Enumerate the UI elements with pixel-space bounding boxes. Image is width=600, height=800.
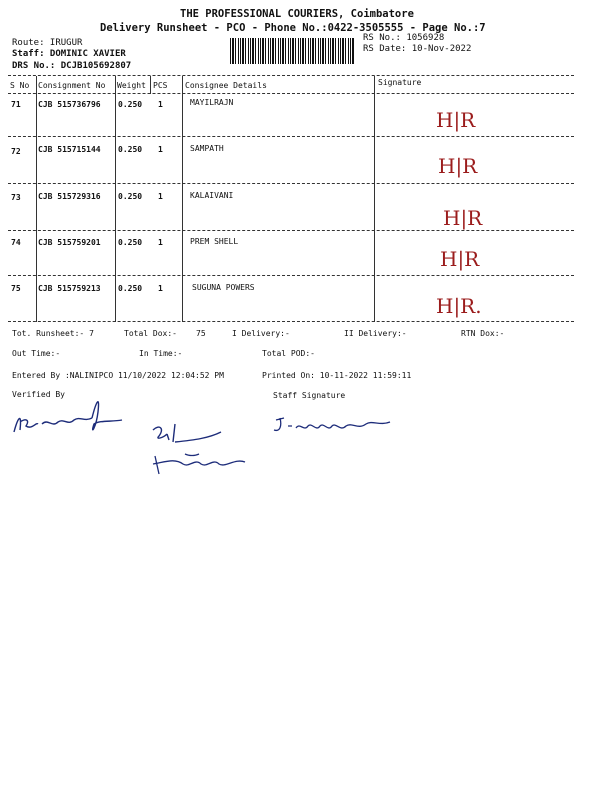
total-runsheet: Tot. Runsheet:- 7 — [12, 329, 94, 338]
handwritten-signature: H|R — [438, 154, 478, 178]
verified-by-label: Verified By — [12, 390, 65, 399]
row-sno: 73 — [11, 193, 21, 202]
row-consignment: CJB 515715144 — [38, 145, 101, 154]
col-consignee: Consignee Details — [185, 81, 267, 90]
company-title: THE PROFESSIONAL COURIERS, Coimbatore — [180, 8, 414, 20]
staff-signature-scribble — [145, 418, 265, 488]
row-consignee: MAYILRAJN — [190, 98, 234, 107]
row-weight: 0.250 — [118, 192, 143, 201]
col-consignment: Consignment No — [38, 81, 106, 90]
staff-label: Staff: DOMINIC XAVIER — [12, 49, 126, 59]
runsheet-subtitle: Delivery Runsheet - PCO - Phone No.:0422-3505555 - Page No.:7 — [100, 22, 486, 34]
row-weight: 0.250 — [118, 145, 143, 154]
total-dox-value: 75 — [196, 329, 206, 338]
row-pcs: 1 — [158, 100, 163, 109]
rtn-dox: RTN Dox:- — [461, 329, 505, 338]
handwritten-signature: H|R — [440, 247, 480, 271]
row-rule — [8, 136, 574, 137]
row-rule — [8, 275, 574, 276]
row-consignment: CJB 515736796 — [38, 100, 101, 109]
row-consignee: SUGUNA POWERS — [192, 283, 255, 292]
handwritten-signature: H|R. — [436, 294, 482, 318]
row-sno: 71 — [11, 100, 21, 109]
i-delivery: I Delivery:- — [232, 329, 290, 338]
row-pcs: 1 — [158, 284, 163, 293]
row-pcs: 1 — [158, 238, 163, 247]
total-dox-label: Total Dox:- — [124, 329, 177, 338]
col-sno: S No — [10, 81, 30, 90]
col-divider — [36, 76, 37, 322]
rs-number: RS No.: 1056928 — [363, 33, 445, 43]
row-weight: 0.250 — [118, 284, 143, 293]
ii-delivery: II Delivery:- — [344, 329, 407, 338]
row-consignee: PREM SHELL — [190, 237, 239, 246]
row-sno: 75 — [11, 284, 21, 293]
col-divider — [374, 76, 375, 322]
staff-signature-label: Staff Signature — [273, 391, 346, 400]
table-bottom-rule — [8, 321, 574, 322]
row-sno: 74 — [11, 238, 21, 247]
row-weight: 0.250 — [118, 100, 143, 109]
row-pcs: 1 — [158, 145, 163, 154]
table-top-rule — [8, 75, 574, 76]
row-consignment: CJB 515759213 — [38, 284, 101, 293]
row-consignee: KALAIVANI — [190, 191, 234, 200]
printed-on: Printed On: 10-11-2022 11:59:11 — [262, 371, 412, 380]
entered-by: Entered By :NALINIPCO 11/10/2022 12:04:52 PM — [12, 371, 224, 380]
row-consignment: CJB 515759201 — [38, 238, 101, 247]
verifier-signature — [8, 392, 128, 442]
staff-signature — [270, 412, 400, 442]
rs-date: RS Date: 10-Nov-2022 — [363, 44, 472, 54]
row-pcs: 1 — [158, 192, 163, 201]
col-weight: Weight — [117, 81, 146, 90]
total-pod: Total POD:- — [262, 349, 315, 358]
row-consignee: SAMPATH — [190, 144, 224, 153]
col-divider — [182, 76, 183, 322]
in-time: In Time:- — [139, 349, 183, 358]
col-divider — [115, 76, 116, 322]
table-header-rule — [8, 93, 574, 94]
out-time: Out Time:- — [12, 349, 61, 358]
route-label: Route: IRUGUR — [12, 38, 83, 48]
drs-number: DRS No.: DCJB105692807 — [12, 61, 132, 71]
row-consignment: CJB 515729316 — [38, 192, 101, 201]
col-signature: Signature — [378, 78, 422, 87]
handwritten-signature: H|R — [436, 108, 476, 132]
handwritten-signature: H|R — [443, 206, 483, 230]
col-pcs: PCS — [153, 81, 168, 90]
row-weight: 0.250 — [118, 238, 143, 247]
barcode — [230, 38, 355, 64]
col-divider — [150, 76, 151, 94]
row-sno: 72 — [11, 147, 21, 156]
row-rule — [8, 183, 574, 184]
row-rule — [8, 230, 574, 231]
